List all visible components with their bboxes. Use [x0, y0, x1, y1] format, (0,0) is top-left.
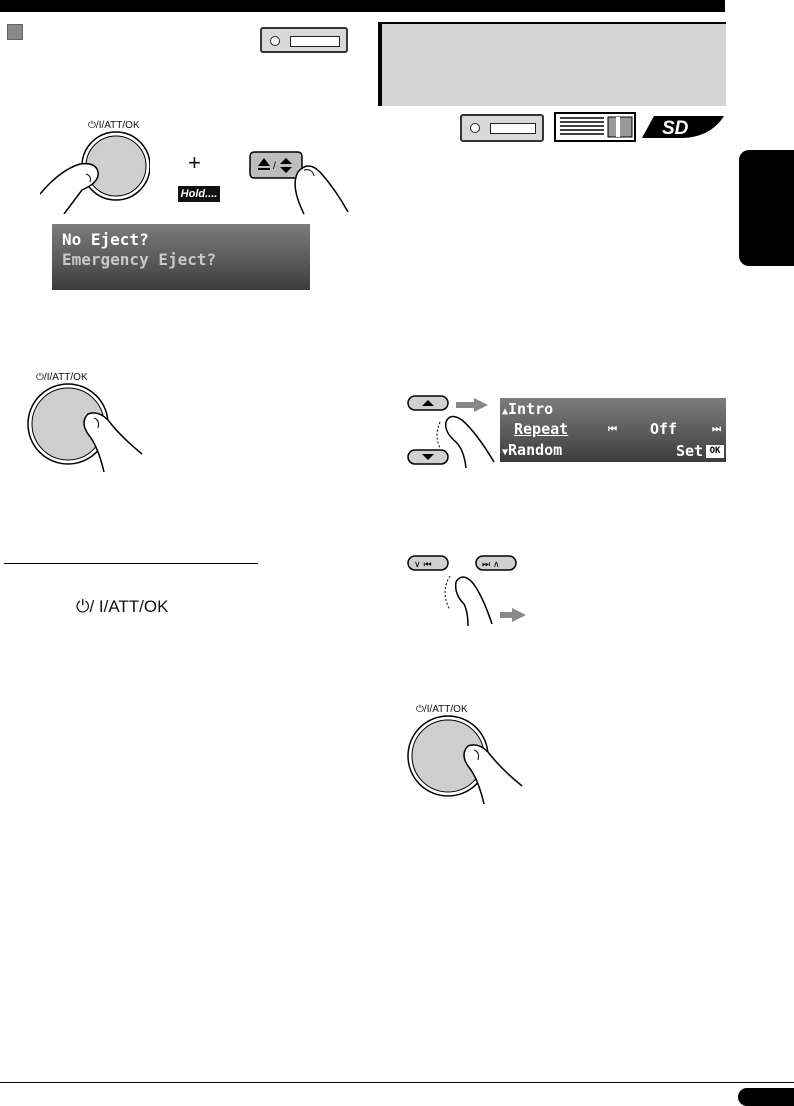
- svg-text:SD: SD: [662, 118, 689, 139]
- next-icon: ⏭: [712, 424, 721, 435]
- svg-text:/: /: [273, 161, 276, 172]
- eject-button[interactable]: [246, 150, 350, 216]
- eject-display-line1: No Eject?: [62, 230, 149, 249]
- section-divider: [4, 563, 258, 564]
- prev-next-buttons[interactable]: [406, 554, 526, 626]
- down-arrow-icon: ▼: [502, 447, 509, 458]
- svg-text:⏭ ∧: ⏭ ∧: [482, 560, 500, 570]
- hold-badge: Hold....: [178, 186, 220, 202]
- plus-sign: +: [188, 150, 201, 175]
- footer-line: [0, 1082, 794, 1083]
- power-att-ok-knob[interactable]: [24, 380, 144, 472]
- menu-item-random: ▼Random: [502, 441, 563, 459]
- section-title-box: [378, 22, 726, 106]
- power-att-ok-knob[interactable]: [404, 712, 524, 804]
- cd-slot-icon: [460, 114, 544, 142]
- set-label: Set: [676, 442, 704, 460]
- eject-display: [52, 224, 310, 290]
- svg-text:∨ ⏮: ∨ ⏮: [414, 560, 432, 570]
- section-marker: [7, 24, 23, 40]
- page-number-tab: [738, 1088, 794, 1106]
- menu-value: Off: [650, 420, 678, 438]
- prev-icon: ⏮: [608, 424, 617, 435]
- sd-logo-icon: [640, 112, 726, 142]
- power-att-ok-knob[interactable]: [40, 130, 150, 214]
- knob-label: ⏻/I/ATT/OK: [36, 372, 88, 383]
- header-bar: [0, 0, 725, 12]
- knob-label-text: ⏻/ I/ATT/OK: [76, 597, 169, 616]
- up-arrow-icon: ▲: [502, 406, 509, 417]
- knob-label: ⏻/I/ATT/OK: [416, 704, 468, 715]
- menu-item-repeat: Repeat: [514, 420, 569, 438]
- arrow-right-icon: [456, 398, 488, 412]
- ok-badge: OK: [706, 445, 724, 458]
- cd-slot-icon: [260, 27, 348, 53]
- eject-display-line2: Emergency Eject?: [62, 250, 217, 269]
- knob-label: ⏻/I/ATT/OK: [88, 120, 140, 131]
- menu-item-intro: ▲Intro: [502, 400, 554, 418]
- card-icon: [554, 112, 636, 142]
- language-tab: [739, 150, 794, 266]
- menu-display: [500, 398, 726, 462]
